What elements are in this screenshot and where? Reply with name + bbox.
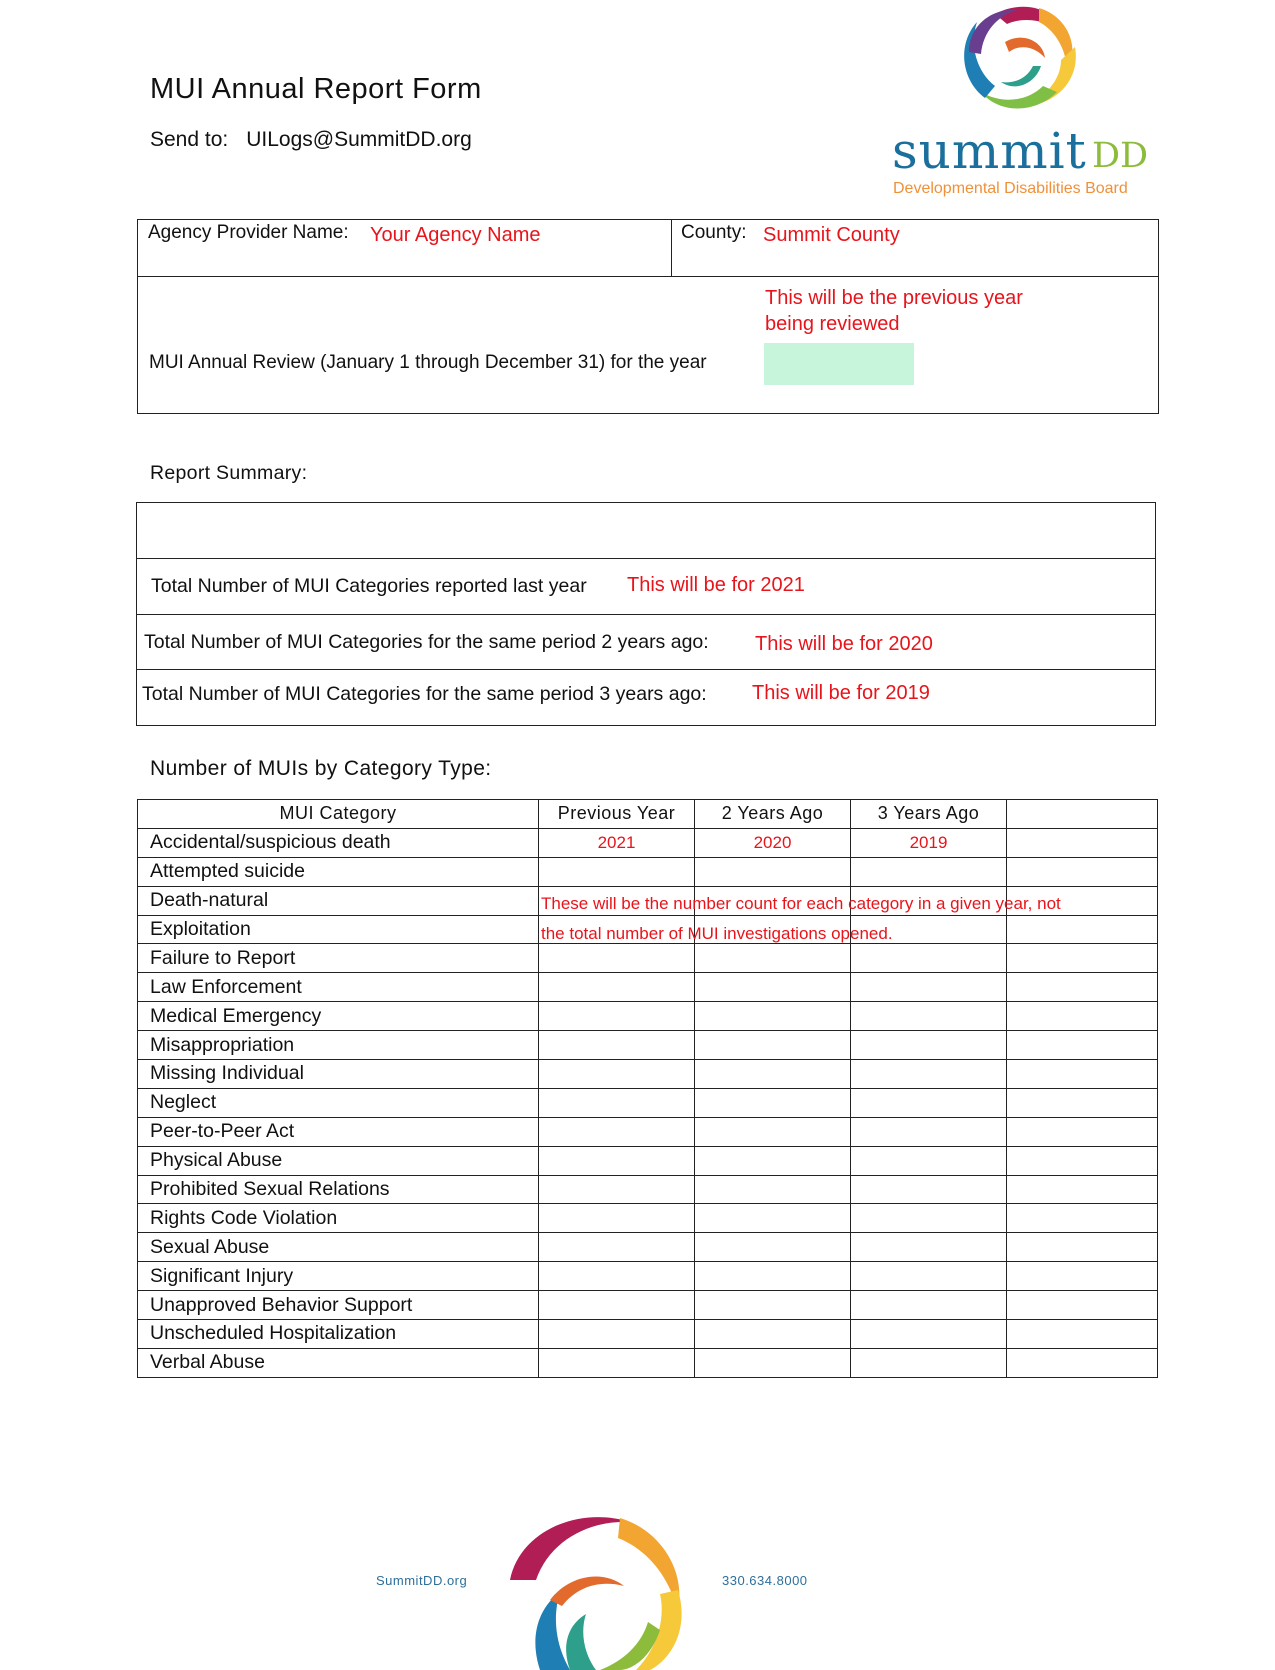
agency-info-box bbox=[137, 219, 1159, 414]
count-cell[interactable] bbox=[539, 1262, 695, 1291]
count-cell[interactable] bbox=[1007, 857, 1158, 886]
count-cell[interactable]: 2021 bbox=[539, 828, 695, 857]
category-name: Neglect bbox=[138, 1088, 539, 1117]
review-year-field[interactable] bbox=[764, 343, 914, 385]
summary-divider bbox=[137, 669, 1155, 670]
count-cell[interactable] bbox=[1007, 828, 1158, 857]
count-cell[interactable] bbox=[851, 1348, 1007, 1377]
count-cell[interactable] bbox=[851, 1233, 1007, 1262]
review-year-note-line2: being reviewed bbox=[765, 313, 900, 335]
count-cell[interactable] bbox=[851, 1060, 1007, 1089]
count-cell[interactable] bbox=[539, 1117, 695, 1146]
count-cell[interactable]: 2019 bbox=[851, 828, 1007, 857]
category-name: Misappropriation bbox=[138, 1031, 539, 1060]
send-to-label: Send to: bbox=[150, 128, 229, 151]
review-year-label: MUI Annual Review (January 1 through December 31) for the year bbox=[149, 352, 707, 373]
send-to-email[interactable]: UILogs@SummitDD.org bbox=[246, 128, 472, 151]
provider-name-label: Agency Provider Name: bbox=[148, 222, 349, 243]
category-heading: Number of MUIs by Category Type: bbox=[150, 757, 492, 780]
count-cell[interactable] bbox=[695, 1233, 851, 1262]
count-cell[interactable] bbox=[1007, 1117, 1158, 1146]
category-name: Sexual Abuse bbox=[138, 1233, 539, 1262]
table-row bbox=[138, 857, 1158, 886]
category-name: Medical Emergency bbox=[138, 1002, 539, 1031]
count-cell[interactable] bbox=[851, 1175, 1007, 1204]
footer-phone: 330.634.8000 bbox=[722, 1573, 808, 1588]
summary-divider bbox=[137, 614, 1155, 615]
table-row bbox=[138, 1233, 1158, 1262]
table-row bbox=[138, 828, 1158, 857]
count-cell[interactable] bbox=[851, 857, 1007, 886]
county-label: County: bbox=[681, 222, 747, 243]
column-header: Previous Year bbox=[539, 800, 695, 829]
count-cell[interactable] bbox=[1007, 1348, 1158, 1377]
summary-divider bbox=[137, 558, 1155, 559]
count-cell[interactable] bbox=[695, 1146, 851, 1175]
count-cell[interactable] bbox=[695, 1291, 851, 1320]
count-cell[interactable] bbox=[539, 1146, 695, 1175]
logo-tagline: Developmental Disabilities Board bbox=[893, 180, 1128, 197]
summary-note-last-year[interactable]: This will be for 2021 bbox=[627, 574, 805, 596]
category-name: Law Enforcement bbox=[138, 973, 539, 1002]
table-row bbox=[138, 1262, 1158, 1291]
count-cell[interactable] bbox=[695, 973, 851, 1002]
count-cell[interactable] bbox=[539, 1060, 695, 1089]
category-name: Verbal Abuse bbox=[138, 1348, 539, 1377]
category-name: Accidental/suspicious death bbox=[138, 828, 539, 857]
count-cell[interactable] bbox=[695, 1002, 851, 1031]
agency-row-divider bbox=[671, 220, 672, 276]
logo-wordmark: summit bbox=[892, 122, 1087, 180]
count-cell[interactable] bbox=[1007, 1060, 1158, 1089]
count-cell[interactable] bbox=[1007, 1146, 1158, 1175]
table-row bbox=[138, 1204, 1158, 1233]
count-cell[interactable] bbox=[1007, 1233, 1158, 1262]
count-cell[interactable] bbox=[851, 1146, 1007, 1175]
table-row bbox=[138, 1291, 1158, 1320]
count-cell[interactable] bbox=[539, 1291, 695, 1320]
table-row bbox=[138, 1146, 1158, 1175]
logo-wordmark-dd: DD bbox=[1092, 136, 1149, 176]
table-row bbox=[138, 1175, 1158, 1204]
count-cell[interactable] bbox=[1007, 1088, 1158, 1117]
county-field[interactable]: Summit County bbox=[763, 224, 900, 246]
summary-note-3-years-ago[interactable]: This will be for 2019 bbox=[752, 682, 930, 704]
count-cell[interactable] bbox=[539, 1002, 695, 1031]
column-header: 2 Years Ago bbox=[695, 800, 851, 829]
count-cell[interactable] bbox=[539, 1031, 695, 1060]
category-name: Prohibited Sexual Relations bbox=[138, 1175, 539, 1204]
count-cell[interactable] bbox=[695, 1060, 851, 1089]
table-row bbox=[138, 1060, 1158, 1089]
category-name: Rights Code Violation bbox=[138, 1204, 539, 1233]
category-name: Unapproved Behavior Support bbox=[138, 1291, 539, 1320]
count-cell[interactable] bbox=[851, 1320, 1007, 1349]
count-cell[interactable] bbox=[695, 1262, 851, 1291]
count-cell[interactable] bbox=[695, 1348, 851, 1377]
category-note bbox=[541, 889, 1061, 949]
count-cell[interactable] bbox=[695, 1175, 851, 1204]
table-row bbox=[138, 1320, 1158, 1349]
count-cell[interactable] bbox=[851, 1204, 1007, 1233]
count-cell[interactable] bbox=[1007, 1204, 1158, 1233]
review-year-note-line1: This will be the previous year bbox=[765, 287, 1023, 309]
count-cell[interactable] bbox=[1007, 1291, 1158, 1320]
category-name: Significant Injury bbox=[138, 1262, 539, 1291]
count-cell[interactable] bbox=[851, 973, 1007, 1002]
category-note-line1: These will be the number count for each category in a given year, not bbox=[541, 894, 1061, 913]
count-cell[interactable] bbox=[539, 1088, 695, 1117]
count-cell[interactable] bbox=[539, 1175, 695, 1204]
report-summary-heading: Report Summary: bbox=[150, 462, 308, 484]
category-name: Attempted suicide bbox=[138, 857, 539, 886]
count-cell[interactable] bbox=[539, 1348, 695, 1377]
table-row bbox=[138, 1117, 1158, 1146]
count-cell[interactable] bbox=[851, 1291, 1007, 1320]
count-cell[interactable] bbox=[1007, 1320, 1158, 1349]
footer-website[interactable]: SummitDD.org bbox=[376, 1573, 468, 1588]
count-cell[interactable] bbox=[539, 857, 695, 886]
column-header: 3 Years Ago bbox=[851, 800, 1007, 829]
category-note-line2: the total number of MUI investigations opened. bbox=[541, 924, 893, 943]
table-row bbox=[138, 973, 1158, 1002]
count-cell[interactable] bbox=[851, 1031, 1007, 1060]
send-to-line bbox=[150, 128, 472, 152]
count-cell[interactable] bbox=[851, 1002, 1007, 1031]
footer-logo-swirl-icon bbox=[500, 1510, 690, 1670]
table-row bbox=[138, 1002, 1158, 1031]
count-cell[interactable] bbox=[695, 1204, 851, 1233]
count-cell[interactable] bbox=[539, 1204, 695, 1233]
count-cell[interactable] bbox=[851, 1088, 1007, 1117]
count-cell[interactable]: 2020 bbox=[695, 828, 851, 857]
category-name: Death-natural bbox=[138, 886, 539, 915]
review-year-note bbox=[765, 285, 1023, 337]
category-name: Missing Individual bbox=[138, 1060, 539, 1089]
page-title: MUI Annual Report Form bbox=[150, 73, 482, 105]
summary-label-last-year: Total Number of MUI Categories reported last year bbox=[151, 575, 587, 597]
count-cell[interactable] bbox=[695, 1088, 851, 1117]
table-row bbox=[138, 1031, 1158, 1060]
column-header: MUI Category bbox=[138, 800, 539, 829]
category-table bbox=[137, 799, 1158, 1378]
count-cell[interactable] bbox=[1007, 1175, 1158, 1204]
summary-label-2-years-ago: Total Number of MUI Categories for the same period 2 years ago: bbox=[144, 631, 709, 653]
count-cell[interactable] bbox=[1007, 1031, 1158, 1060]
table-row bbox=[138, 1348, 1158, 1377]
category-name: Exploitation bbox=[138, 915, 539, 944]
count-cell[interactable] bbox=[695, 1031, 851, 1060]
count-cell[interactable] bbox=[851, 1262, 1007, 1291]
count-cell[interactable] bbox=[695, 1320, 851, 1349]
count-cell[interactable] bbox=[695, 1117, 851, 1146]
count-cell[interactable] bbox=[695, 857, 851, 886]
column-header bbox=[1007, 800, 1158, 829]
report-summary-box bbox=[136, 502, 1156, 726]
count-cell[interactable] bbox=[539, 973, 695, 1002]
summary-label-3-years-ago: Total Number of MUI Categories for the same period 3 years ago: bbox=[142, 683, 707, 705]
count-cell[interactable] bbox=[1007, 973, 1158, 1002]
category-name: Failure to Report bbox=[138, 944, 539, 973]
count-cell[interactable] bbox=[851, 1117, 1007, 1146]
count-cell[interactable] bbox=[1007, 1262, 1158, 1291]
table-row bbox=[138, 1088, 1158, 1117]
table-header-row bbox=[138, 800, 1158, 829]
count-cell[interactable] bbox=[1007, 1002, 1158, 1031]
count-cell[interactable] bbox=[539, 1320, 695, 1349]
category-name: Physical Abuse bbox=[138, 1146, 539, 1175]
summit-dd-logo-swirl-icon bbox=[955, 2, 1085, 117]
category-name: Unscheduled Hospitalization bbox=[138, 1320, 539, 1349]
category-name: Peer-to-Peer Act bbox=[138, 1117, 539, 1146]
provider-name-field[interactable]: Your Agency Name bbox=[370, 224, 541, 246]
count-cell[interactable] bbox=[539, 1233, 695, 1262]
summary-note-2-years-ago[interactable]: This will be for 2020 bbox=[755, 633, 933, 655]
